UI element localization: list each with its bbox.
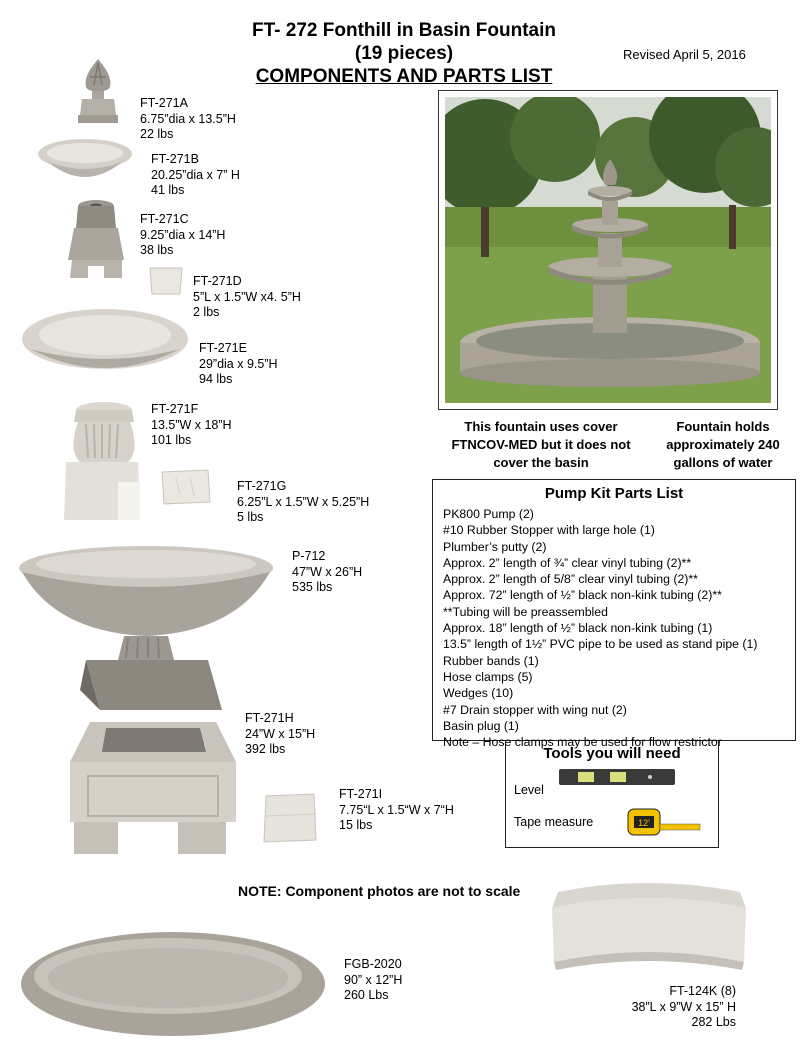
ft-271b-image [36, 136, 134, 186]
ft-271i-image [262, 790, 320, 846]
part-ft-271e [199, 341, 278, 388]
pump-kit-item: Approx. 72” length of ½” black non-kink tubing (2)** [443, 588, 722, 603]
components-heading: COMPONENTS AND PARTS LIST [255, 66, 553, 87]
part-code: P-712 [292, 549, 326, 563]
cover-caption: This fountain uses cover FTNCOV-MED but it does not cover the basin [451, 419, 631, 470]
p-712-image [16, 542, 276, 714]
part-weight: 38 lbs [140, 243, 174, 257]
pump-kit-item: Approx. 2” length of 5/8” clear vinyl tubing (2)** [443, 572, 698, 587]
scale-note: NOTE: Component photos are not to scale [238, 883, 521, 899]
page-title: FT- 272 Fonthill in Basin Fountain [252, 20, 556, 41]
pump-kit-item: PK800 Pump (2) [443, 507, 534, 521]
part-dims: 7.75“L x 1.5“W x 7“H [339, 802, 454, 817]
part-weight: 22 lbs [140, 127, 174, 141]
part-ft-271a [140, 96, 236, 143]
part-weight: 282 Lbs [691, 1015, 736, 1029]
part-weight: 41 lbs [151, 183, 185, 197]
part-fgb-2020 [344, 957, 402, 1004]
tools-box [505, 741, 719, 848]
part-code: FT-271A [140, 96, 188, 110]
part-ft-271b [151, 152, 240, 199]
pump-kit-list [443, 506, 785, 750]
part-ft-271h [245, 711, 315, 758]
part-dims: 38”L x 9”W x 15” H [631, 999, 736, 1014]
part-code: FGB-2020 [344, 957, 402, 971]
ft-271e-image [20, 305, 190, 381]
part-ft-271f [151, 402, 232, 449]
part-dims: 29”dia x 9.5”H [199, 356, 278, 371]
pump-kit-item: Approx. 18” length of ½” black non-kink tubing (1) [443, 621, 713, 636]
part-weight: 15 lbs [339, 818, 373, 832]
pump-kit-box [432, 479, 796, 750]
part-dims: 5”L x 1.5”W x4. 5”H [193, 289, 301, 304]
part-dims: 9.25”dia x 14”H [140, 227, 226, 242]
part-dims: 20.25”dia x 7” H [151, 167, 240, 182]
part-code: FT-271C [140, 212, 189, 226]
part-weight: 101 lbs [151, 433, 192, 447]
part-weight: 2 lbs [193, 305, 220, 319]
part-code: FT-271H [245, 711, 294, 725]
tape-measure-icon [626, 807, 706, 837]
fgb-2020-image [18, 926, 328, 1044]
part-weight: 94 lbs [199, 372, 233, 386]
part-ft-271i [339, 787, 454, 834]
part-weight: 535 lbs [292, 580, 333, 594]
part-dims: 90” x 12”H [344, 972, 403, 987]
part-weight: 260 Lbs [344, 988, 389, 1002]
part-code: FT-271I [339, 787, 383, 801]
pump-kit-item: Wedges (10) [443, 686, 514, 701]
pump-kit-item: **Tubing will be preassembled [443, 604, 608, 619]
part-ft-124k [560, 984, 736, 1031]
tape-measure-label: Tape measure [514, 815, 594, 829]
part-ft-271g [237, 479, 369, 526]
ft-271g-image [160, 466, 212, 506]
pump-kit-title: Pump Kit Parts List [544, 485, 684, 502]
tools-title: Tools you will need [543, 745, 681, 762]
ft-271d-image [148, 264, 184, 298]
ft-271a-image [70, 55, 126, 127]
piece-count: (19 pieces) [354, 43, 454, 64]
ft-124k-image [548, 878, 748, 978]
pump-kit-item: Approx. 2” length of ¾” clear vinyl tubing (2)** [443, 555, 692, 570]
part-dims: 6.75”dia x 13.5”H [140, 111, 236, 126]
fountain-photo [445, 97, 771, 403]
part-dims: 6.25”L x 1.5”W x 5.25”H [237, 494, 370, 509]
pump-kit-item: Rubber bands (1) [443, 653, 539, 668]
pump-kit-item: #7 Drain stopper with wing nut (2) [443, 702, 627, 717]
pump-kit-item: Note – Hose clamps may be used for flow restrictor [443, 735, 722, 750]
part-weight: 392 lbs [245, 742, 286, 756]
ft-271f-image [62, 400, 144, 526]
ft-271c-image [64, 198, 128, 282]
part-ft-271d [193, 274, 301, 321]
part-dims: 13.5”W x 18”H [151, 417, 232, 432]
fountain-photo-frame [438, 90, 778, 410]
part-code: FT-271F [151, 402, 199, 416]
pump-kit-item: 13.5” length of 1½” PVC pipe to be used as stand pipe (1) [443, 637, 758, 652]
part-code: FT-271B [151, 152, 199, 166]
part-code: FT-271E [199, 341, 247, 355]
pump-kit-item: #10 Rubber Stopper with large hole (1) [443, 523, 655, 538]
part-code: FT-271D [193, 274, 242, 288]
pump-kit-item: Basin plug (1) [443, 718, 519, 733]
part-code: FT-124K (8) [669, 984, 736, 998]
level-icon [558, 766, 676, 788]
part-weight: 5 lbs [237, 510, 264, 524]
revised-date: Revised April 5, 2016 [623, 47, 746, 62]
part-p-712 [292, 549, 362, 596]
pump-kit-item: Plumber’s putty (2) [443, 539, 547, 554]
level-label: Level [514, 783, 544, 797]
part-ft-271c [140, 212, 225, 259]
ft-271h-image [66, 718, 242, 856]
part-dims: 47”W x 26”H [292, 564, 363, 579]
capacity-caption: Fountain holds approximately 240 gallons of water [666, 419, 780, 470]
part-code: FT-271G [237, 479, 287, 493]
part-dims: 24”W x 15”H [245, 726, 316, 741]
pump-kit-item: Hose clamps (5) [443, 669, 533, 684]
tape-marking: 12' [638, 818, 650, 828]
